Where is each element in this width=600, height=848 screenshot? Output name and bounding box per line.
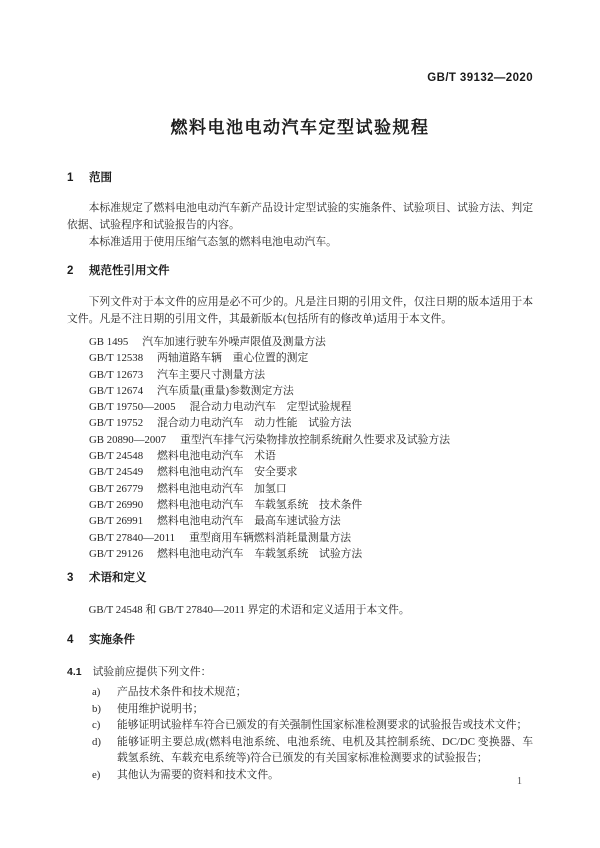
reference-item	[89, 481, 533, 497]
section-number: 4	[67, 634, 74, 647]
page-title: 燃料电池电动汽车定型试验规程	[170, 118, 430, 137]
reference-code: GB/T 12538	[89, 352, 144, 365]
reference-code: GB/T 12673	[89, 368, 144, 381]
reference-name: 燃料电池电动汽车 最高车速试验方法	[157, 515, 341, 528]
reference-item	[89, 432, 533, 448]
reference-item	[89, 367, 533, 383]
list-item-label: e)	[92, 768, 101, 781]
list-item-text: 使用维护说明书；	[117, 702, 204, 715]
reference-code: GB/T 12674	[89, 384, 144, 397]
reference-code: GB 20890—2007	[89, 433, 167, 446]
list-item-text: 能够证明主要总成(燃料电池系统、电池系统、电机及其控制系统、DC/DC 变换器、车载氢系统、车载充电系统等)符合已颁发的有关国家标准检测要求的试验报告；	[117, 735, 533, 765]
reference-item	[89, 497, 533, 513]
clause-number: 4.1	[67, 666, 82, 679]
reference-code: GB/T 24549	[89, 466, 144, 479]
reference-name: 重型汽车排气污染物排放控制系统耐久性要求及试验方法	[180, 433, 451, 446]
reference-name: 燃料电池电动汽车 加氢口	[157, 482, 287, 495]
section-title: 范围	[89, 172, 112, 184]
list-item-text: 能够证明试验样车符合已颁发的有关强制性国家标准检测要求的试验报告或技术文件；	[117, 719, 528, 732]
section-title: 术语和定义	[89, 572, 147, 585]
reference-name: 重型商用车辆燃料消耗量测量方法	[189, 531, 352, 544]
list-item	[92, 717, 533, 734]
section-number: 2	[67, 265, 74, 277]
list-item	[92, 734, 533, 767]
reference-name: 燃料电池电动汽车 术语	[157, 450, 276, 463]
list-item-label: a)	[92, 686, 101, 699]
reference-item	[89, 415, 533, 431]
clause-text: 试验前应提供下列文件：	[92, 666, 212, 679]
reference-code: GB/T 19752	[89, 417, 144, 430]
reference-code: GB/T 27840—2011	[89, 531, 176, 544]
list-item	[92, 767, 533, 784]
reference-item	[89, 513, 533, 529]
references-intro-paragraph: 下列文件对于本文件的应用是必不可少的。凡是注日期的引用文件，仅注日期的版本适用于本文件。凡是不注日期的引用文件，其最新版本(包括所有的修改单)适用于本文件。	[67, 296, 533, 325]
reference-code: GB/T 26991	[89, 515, 144, 528]
reference-name: 混合动力电动汽车 定型试验规程	[189, 401, 352, 414]
reference-item	[89, 383, 533, 399]
reference-list	[89, 334, 533, 562]
reference-name: 汽车主要尺寸测量方法	[157, 368, 266, 381]
terms-paragraph: GB/T 24548 和 GB/T 27840—2011 界定的术语和定义适用于本文件。	[88, 604, 410, 617]
reference-code: GB/T 26779	[89, 482, 144, 495]
reference-name: 汽车加速行驶车外噪声限值及测量方法	[142, 336, 326, 348]
reference-item	[89, 546, 533, 562]
list-item-label: c)	[92, 719, 101, 732]
clause-4-1	[67, 664, 533, 681]
reference-item	[89, 350, 533, 366]
section-heading-scope	[67, 171, 533, 185]
reference-name: 混合动力电动汽车 动力性能 试验方法	[157, 417, 352, 430]
section-number: 1	[67, 172, 74, 184]
reference-code: GB/T 19750—2005	[89, 401, 176, 414]
list-item-label: d)	[92, 735, 101, 748]
section-heading-implementation-conditions	[67, 633, 533, 647]
list-item-text: 其他认为需要的资料和技术文件。	[117, 768, 279, 781]
reference-item	[89, 448, 533, 464]
reference-name: 燃料电池电动汽车 车载氢系统 试验方法	[157, 547, 363, 560]
section-heading-terms-definitions	[67, 571, 533, 585]
standard-code-header: GB/T 39132—2020	[427, 72, 533, 84]
section-title: 规范性引用文件	[89, 265, 170, 277]
list-item	[92, 701, 533, 718]
reference-name: 燃料电池电动汽车 安全要求	[157, 466, 298, 479]
page-number: 1	[517, 776, 522, 787]
reference-name: 燃料电池电动汽车 车载氢系统 技术条件	[157, 498, 363, 511]
list-item-label: b)	[92, 702, 101, 715]
reference-item	[89, 530, 533, 546]
section-number: 3	[67, 572, 74, 585]
reference-item	[89, 399, 533, 415]
reference-code: GB/T 24548	[89, 450, 144, 463]
reference-name: 两轴道路车辆 重心位置的测定	[157, 352, 309, 365]
reference-name: 汽车质量(重量)参数测定方法	[157, 384, 294, 397]
reference-item	[89, 334, 533, 350]
scope-paragraph-1: 本标准规定了燃料电池电动汽车新产品设计定型试验的实施条件、试验项目、试验方法、判定依据、试验程序和试验报告的内容。	[67, 202, 533, 231]
document-requirements-list	[92, 684, 533, 783]
reference-code: GB/T 29126	[89, 547, 144, 560]
reference-code: GB/T 26990	[89, 498, 144, 511]
list-item-text: 产品技术条件和技术规范；	[117, 686, 247, 699]
list-item	[92, 684, 533, 701]
section-heading-normative-references	[67, 264, 533, 278]
scope-paragraph-2: 本标准适用于使用压缩气态氢的燃料电池电动汽车。	[88, 236, 337, 248]
reference-item	[89, 464, 533, 480]
section-title: 实施条件	[89, 634, 135, 647]
reference-code: GB 1495	[89, 336, 129, 348]
